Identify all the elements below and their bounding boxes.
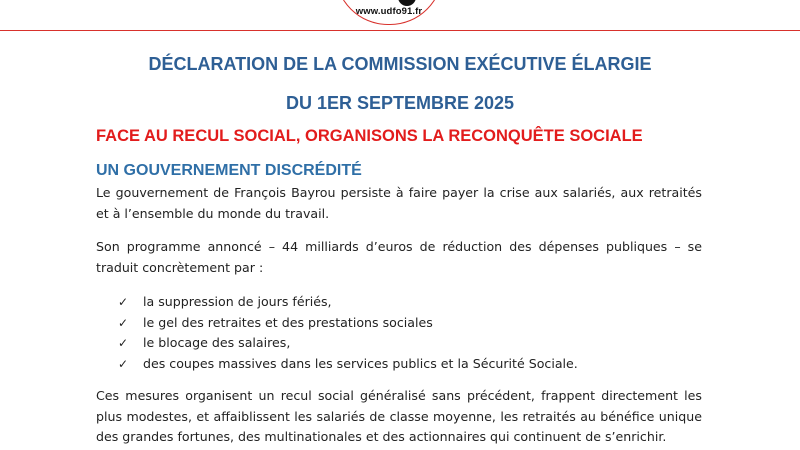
section-heading: UN GOUVERNEMENT DISCRÉDITÉ [96, 162, 362, 179]
check-icon: ✓ [118, 336, 129, 350]
logo-url: www.udfo91.fr [355, 6, 423, 17]
bullet-list [118, 292, 578, 374]
list-item [118, 292, 578, 313]
paragraph-1: Le gouvernement de François Bayrou persiste à faire payer la crise aux salariés, aux retraités et à l’ensemble du monde du travail. [96, 185, 702, 221]
document-subtitle: FACE AU RECUL SOCIAL, ORGANISONS LA RECONQUÊTE SOCIALE [96, 127, 643, 145]
header-rule [0, 30, 800, 31]
paragraph-2: Son programme annoncé – 44 milliards d’euros de réduction des dépenses publiques – se traduit concrètement par : [96, 239, 702, 275]
document-title-line-1: DÉCLARATION DE LA COMMISSION EXÉCUTIVE ÉLARGIE [148, 54, 652, 74]
check-icon: ✓ [118, 295, 129, 309]
list-item-text: le blocage des salaires, [143, 335, 291, 350]
list-item [118, 354, 578, 375]
list-item-text: la suppression de jours fériés, [143, 294, 332, 309]
paragraph-3: Ces mesures organisent un recul social généralisé sans précédent, frappent directement les plus modestes, et affaiblissent les salariés de classe moyenne, les retraités au bénéfice unique des grandes fortunes, des multinationales et des actionnaires qui continuent de s’enrichir. [96, 388, 702, 444]
list-item-text: des coupes massives dans les services publics et la Sécurité Sociale. [143, 355, 578, 371]
check-icon: ✓ [118, 356, 129, 371]
list-item [118, 313, 578, 334]
check-icon: ✓ [118, 315, 129, 330]
logo [335, 0, 443, 25]
document-title-line-2: DU 1ER SEPTEMBRE 2025 [285, 93, 515, 113]
list-item-text: le gel des retraites et des prestations sociales [143, 314, 433, 330]
list-item [118, 333, 578, 354]
